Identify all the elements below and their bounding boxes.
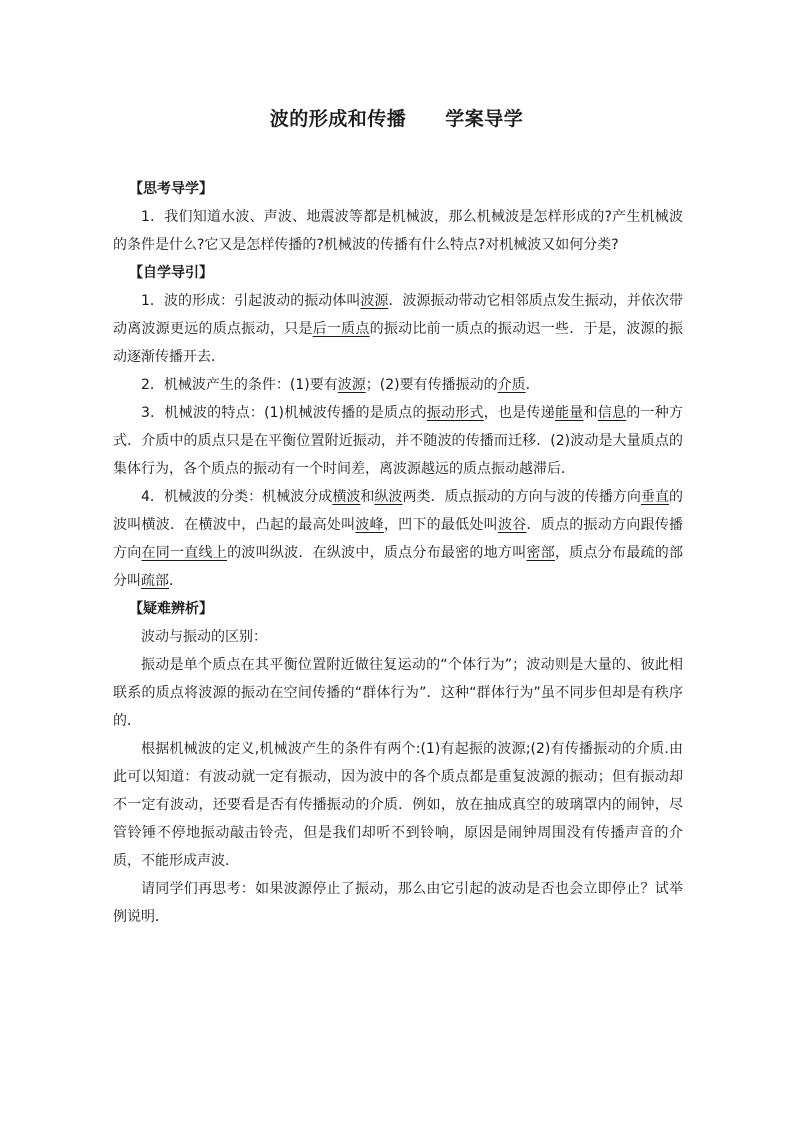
text-run: ；(2)要有传播振动的 xyxy=(365,377,498,393)
page-title: 波的形成和传播 学案导学 xyxy=(269,108,524,130)
answer-blank: 垂直 xyxy=(640,489,670,505)
self-paragraph-1 xyxy=(113,287,683,371)
analysis-paragraph-1: 波动与振动的区别： xyxy=(141,629,267,645)
text-run: 4．机械波的分类：机械波分成 xyxy=(141,489,333,505)
answer-blank: 纵波 xyxy=(374,489,403,505)
text-run: ．波源振动带动它相邻质点发生振动，并依次带动离波源更远的质点振动，只是 xyxy=(113,293,684,337)
text-run: 两类．质点振动的方向与波的传播方向 xyxy=(402,489,641,505)
self-paragraph-2 xyxy=(113,371,683,399)
text-run: 1．波的形成：引起波动的振动体叫 xyxy=(141,293,361,309)
answer-blank: 波峰 xyxy=(355,517,384,533)
answer-blank: 波源 xyxy=(337,377,366,393)
text-run: 的波叫纵波．在纵波中，质点分布最密的地方叫 xyxy=(227,545,527,561)
document-body xyxy=(113,175,683,931)
self-paragraph-3 xyxy=(113,399,683,483)
analysis-paragraph-3: 根据机械波的定义,机械波产生的条件有两个:(1)有起振的波源;(2)有传播振动的介质.由此可以知道：有波动就一定有振动，因为波中的各个质点都是重复波源的振动；但有振动却不一定有波动，还要看是否有传播振动的介质．例如，放在抽成真空的玻璃罩内的闹钟，尽管铃锤不停地振动敲击铃壳，但是我们却听不到铃响，原因是闹钟周围没有传播声音的介质，不能形成声波． xyxy=(113,741,683,869)
answer-blank: 密部 xyxy=(526,545,555,561)
text-run: 3．机械波的特点：(1)机械波传播的是质点的 xyxy=(141,405,427,421)
analysis-paragraph-4: 请同学们再思考：如果波源停止了振动，那么由它引起的波动是否也会立即停止？试举例说明． xyxy=(113,881,683,925)
text-run: 的波叫横波．在横波中，凸起的最高处叫 xyxy=(113,489,684,533)
self-paragraph-4 xyxy=(113,483,683,595)
answer-blank: 后一质点 xyxy=(312,321,370,337)
answer-blank: 疏部 xyxy=(141,573,169,589)
answer-blank: 信息 xyxy=(597,405,627,421)
text-run: 的振动比前一质点的振动迟一些．于是，波源的振动逐渐传播开去． xyxy=(113,321,684,365)
text-run: ．质点的振动方向跟传播方向 xyxy=(113,517,684,561)
section-heading-think: 【思考导学】 xyxy=(129,181,213,197)
answer-blank: 波谷 xyxy=(497,517,527,533)
text-run: ． xyxy=(169,573,183,589)
answer-blank: 能量 xyxy=(555,405,584,421)
answer-blank: 波源 xyxy=(360,293,389,309)
section-heading-self-study: 【自学导引】 xyxy=(129,265,213,281)
text-run: ，凹下的最低处叫 xyxy=(383,517,498,533)
answer-blank: 介质 xyxy=(497,377,526,393)
answer-blank: 振动形式 xyxy=(426,405,484,421)
text-run: ，质点分布最疏的部分叫 xyxy=(113,545,684,589)
text-run: ，也是传递 xyxy=(483,405,555,421)
answer-blank: 横波 xyxy=(332,489,361,505)
text-run: 2．机械波产生的条件：(1)要有 xyxy=(141,377,338,393)
think-paragraph-1: 1．我们知道水波、声波、地震波等都是机械波，那么机械波是怎样形成的?产生机械波的条件是什么?它又是怎样传播的?机械波的传播有什么特点?对机械波又如何分类? xyxy=(113,209,683,253)
analysis-paragraph-2: 振动是单个质点在其平衡位置附近做往复运动的“个体行为”；波动则是大量的、彼此相联系的质点将波源的振动在空间传播的“群体行为”．这种“群体行为”虽不同步但却是有秩序的． xyxy=(113,657,683,729)
section-heading-analysis: 【疑难辨析】 xyxy=(129,601,213,617)
text-run: 和 xyxy=(360,489,375,505)
text-run: 和 xyxy=(583,405,598,421)
text-run: 的一种方式．介质中的质点只是在平衡位置附近振动，并不随波的传播而迁移．(2)波动是大量质点的集体行为，各个质点的振动有一个时间差，离波源越远的质点振动越滞后． xyxy=(113,405,683,477)
answer-blank: 在同一直线上 xyxy=(141,545,228,561)
text-run: ． xyxy=(525,377,540,393)
